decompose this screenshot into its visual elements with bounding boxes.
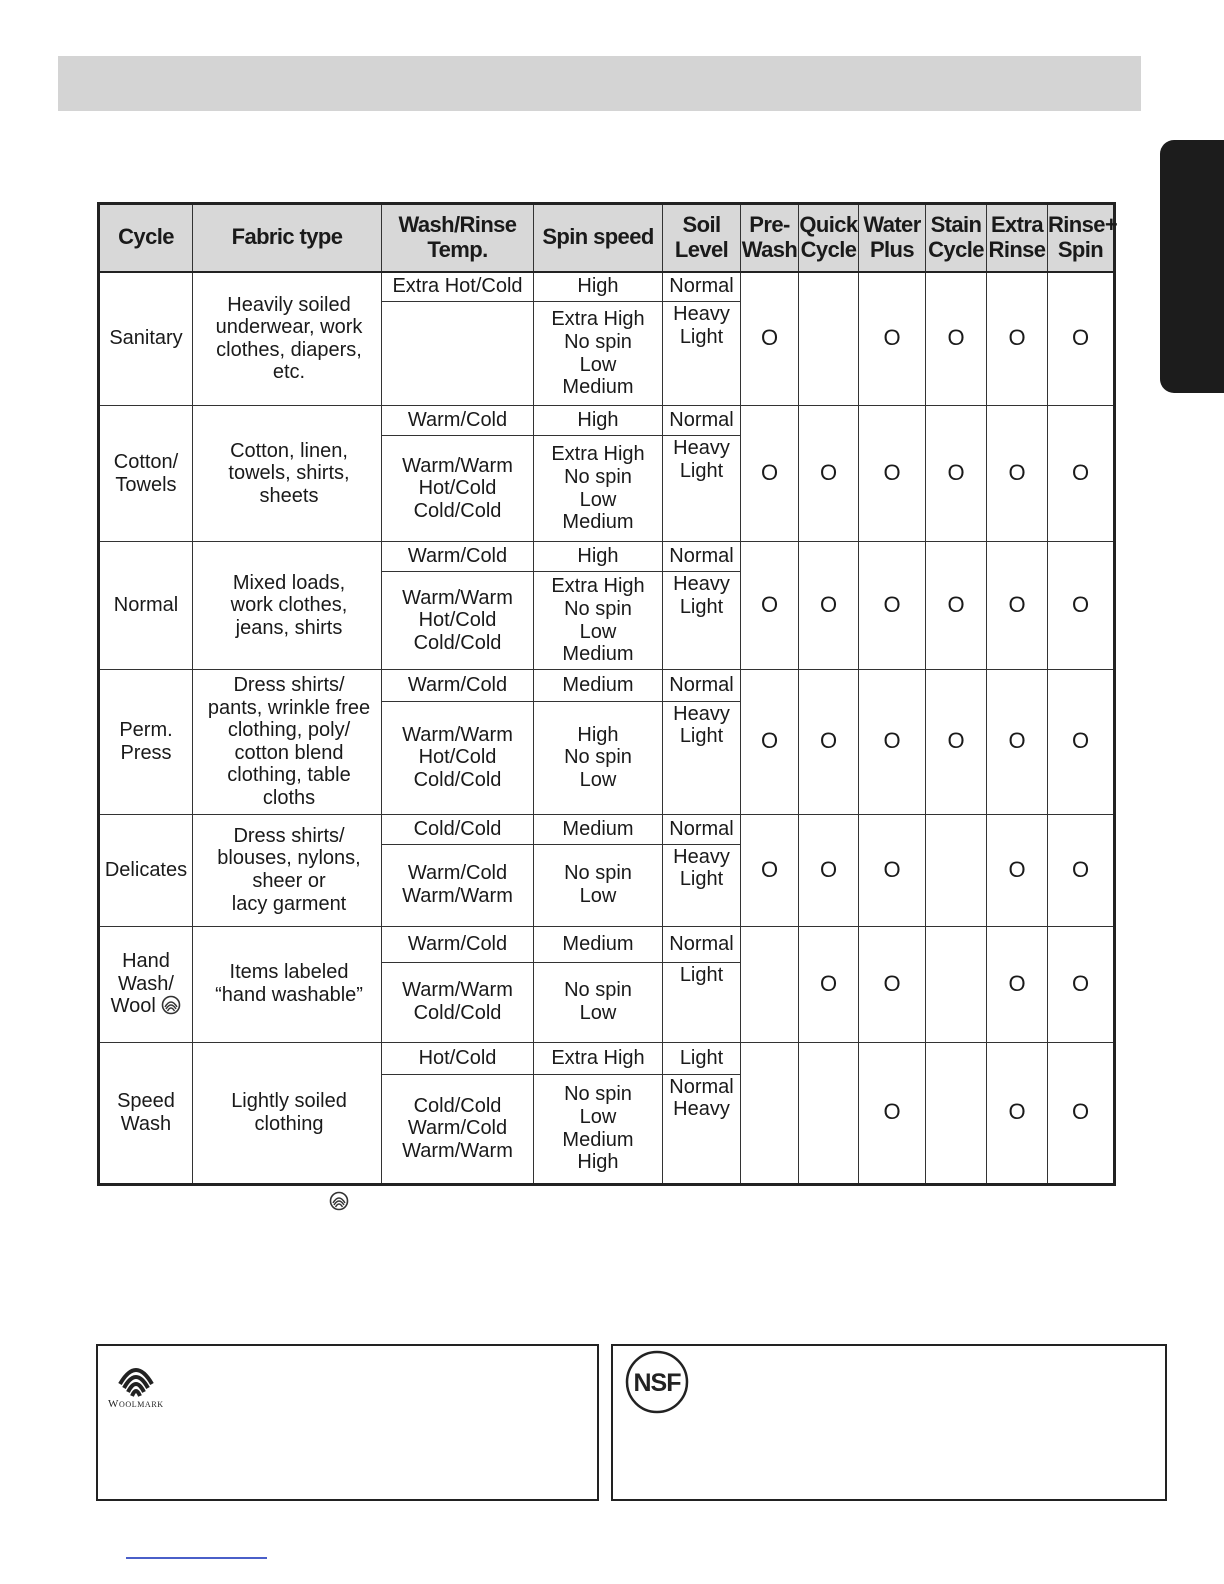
option-water-plus <box>859 814 926 926</box>
cell-line: High <box>577 545 619 568</box>
table-body <box>99 272 1115 1185</box>
option-available-mark: O <box>883 1099 901 1125</box>
default-temp <box>382 1042 534 1074</box>
woolmark-logo-icon <box>110 1354 162 1402</box>
option-extra-rinse <box>987 670 1048 815</box>
option-extra-rinse <box>987 272 1048 406</box>
default-spin <box>534 272 663 302</box>
option-available-mark: O <box>819 460 838 486</box>
cell-line: Heavy <box>673 437 730 459</box>
option-available-mark: O <box>819 728 838 754</box>
cycle-name <box>99 406 193 542</box>
wool-symbol-icon <box>329 1191 349 1211</box>
other-temps <box>382 962 534 1042</box>
cell-line: Towels <box>115 473 177 496</box>
header-water-plus: Water Plus <box>859 204 926 272</box>
other-spins <box>534 844 663 926</box>
cell-line: Sanitary <box>109 327 183 350</box>
option-rinse-spin <box>1048 1042 1115 1184</box>
cell-line: Extra Hot/Cold <box>392 275 523 298</box>
option-rinse-spin <box>1048 406 1115 542</box>
option-available-mark: O <box>883 460 901 486</box>
default-temp <box>382 670 534 702</box>
cell-line: Dress shirts/ <box>233 824 345 847</box>
default-spin <box>534 926 663 962</box>
cell-line: sheets <box>259 484 319 507</box>
cell-line: No spin <box>564 746 632 769</box>
option-pre-wash <box>741 1042 799 1184</box>
fabric-type <box>193 1042 382 1184</box>
fabric-type <box>193 814 382 926</box>
cell-line: Low <box>579 1002 617 1025</box>
option-available-mark: O <box>1071 592 1090 618</box>
option-pre-wash <box>741 542 799 670</box>
cell-line: Medium <box>562 511 634 534</box>
option-stain-cycle <box>926 1042 987 1184</box>
cell-line: Items labeled <box>229 961 349 984</box>
option-available-mark: O <box>1071 325 1090 351</box>
cell-line: Warm/Warm <box>402 586 513 609</box>
option-available-mark: O <box>760 325 779 351</box>
option-extra-rinse <box>987 814 1048 926</box>
cell-line: Wool <box>110 995 156 1018</box>
default-spin <box>534 814 663 844</box>
option-rinse-spin <box>1048 272 1115 406</box>
cell-line: Light <box>679 963 724 986</box>
cell-line: Warm/Warm <box>402 979 513 1002</box>
cell-line: Medium <box>562 817 634 840</box>
cell-line: sheer or <box>252 870 326 893</box>
option-extra-rinse <box>987 1042 1048 1184</box>
cell-line: work clothes, <box>230 594 348 617</box>
default-temp <box>382 272 534 302</box>
option-quick-cycle <box>799 670 859 815</box>
cell-line: Warm/Warm <box>402 885 513 908</box>
option-available-mark: O <box>1008 856 1026 882</box>
option-water-plus <box>859 926 926 1042</box>
option-water-plus <box>859 542 926 670</box>
cell-line: Extra High <box>551 1046 645 1069</box>
nsf-info-box <box>611 1344 1167 1501</box>
other-soils <box>663 962 741 1042</box>
cell-line: Speed <box>117 1089 175 1112</box>
cell-line: Warm/Cold <box>407 674 508 697</box>
option-rinse-spin <box>1048 814 1115 926</box>
cell-line: Light <box>679 459 724 482</box>
header-quick-cycle: Quick Cycle <box>799 204 859 272</box>
cell-line: Normal <box>669 409 734 432</box>
header-soil-level: Soil Level <box>663 204 741 272</box>
cell-line: Light <box>679 725 724 748</box>
option-extra-rinse <box>987 542 1048 670</box>
option-available-mark: O <box>883 856 901 882</box>
section-header-band <box>58 56 1141 111</box>
cell-line: High <box>577 409 619 432</box>
option-available-mark: O <box>947 728 965 754</box>
woolmark-info-box <box>96 1344 599 1501</box>
cell-line: Warm/Cold <box>407 545 508 568</box>
cell-line: Low <box>579 488 617 511</box>
option-available-mark: O <box>1071 460 1090 486</box>
cell-line: Cold/Cold <box>413 817 502 840</box>
cell-line: Wash/ <box>118 972 174 995</box>
option-stain-cycle <box>926 926 987 1042</box>
cell-line: Warm/Warm <box>402 454 513 477</box>
cell-line: Medium <box>562 674 634 697</box>
option-available-mark: O <box>1071 1099 1090 1125</box>
option-rinse-spin <box>1048 542 1115 670</box>
cell-line: pants, wrinkle free <box>207 696 371 719</box>
cell-line: Cotton, linen, <box>230 439 348 462</box>
option-available-mark: O <box>947 460 965 486</box>
option-available-mark: O <box>819 856 838 882</box>
option-pre-wash <box>741 272 799 406</box>
option-water-plus <box>859 406 926 542</box>
option-available-mark: O <box>1071 856 1090 882</box>
option-pre-wash <box>741 670 799 815</box>
default-temp <box>382 814 534 844</box>
cell-line: blouses, nylons, <box>217 847 361 870</box>
cell-line: Warm/Cold <box>407 409 508 432</box>
cell-line: Hot/Cold <box>418 1046 497 1069</box>
cell-line: Hot/Cold <box>418 609 497 632</box>
cycle-name <box>99 542 193 670</box>
cell-line: Medium <box>562 376 634 399</box>
footer-link-underline[interactable] <box>126 1557 267 1559</box>
cell-line: Warm/Warm <box>402 723 513 746</box>
cell-line: Hot/Cold <box>418 746 497 769</box>
other-soils <box>663 572 741 670</box>
option-available-mark: O <box>883 728 901 754</box>
header-fabric-type: Fabric type <box>193 204 382 272</box>
default-soil <box>663 814 741 844</box>
nsf-logo-icon <box>625 1350 689 1414</box>
option-stain-cycle <box>926 272 987 406</box>
default-temp <box>382 406 534 436</box>
table-row <box>99 814 1115 844</box>
cell-line: Heavily soiled <box>227 293 351 316</box>
cell-line: Warm/Cold <box>407 932 508 955</box>
option-available-mark: O <box>760 728 779 754</box>
other-soils <box>663 844 741 926</box>
other-spins <box>534 302 663 406</box>
cell-line: Light <box>679 595 724 618</box>
option-available-mark: O <box>1008 1099 1026 1125</box>
cell-line: Dress shirts/ <box>233 674 345 696</box>
fabric-type <box>193 272 382 406</box>
option-available-mark: O <box>1008 728 1026 754</box>
other-soils <box>663 436 741 542</box>
cell-line: No spin <box>564 597 632 620</box>
cell-line: Light <box>679 868 724 891</box>
option-available-mark: O <box>883 325 901 351</box>
cell-line: No spin <box>564 862 632 885</box>
table-row <box>99 542 1115 572</box>
option-stain-cycle <box>926 406 987 542</box>
cell-line: Cold/Cold <box>413 769 502 792</box>
fabric-type <box>193 670 382 815</box>
option-stain-cycle <box>926 814 987 926</box>
option-available-mark: O <box>760 856 779 882</box>
other-temps <box>382 302 534 406</box>
default-soil <box>663 542 741 572</box>
option-available-mark: O <box>1008 970 1026 996</box>
cell-line: No spin <box>564 979 632 1002</box>
option-pre-wash <box>741 406 799 542</box>
default-soil <box>663 926 741 962</box>
option-rinse-spin <box>1048 926 1115 1042</box>
cycle-name <box>99 1042 193 1184</box>
other-soils <box>663 1074 741 1184</box>
cycle-name <box>99 926 193 1042</box>
default-soil <box>663 272 741 302</box>
cell-line: Normal <box>669 674 734 697</box>
option-available-mark: O <box>1008 592 1026 618</box>
cell-line: Heavy <box>673 845 730 868</box>
cell-line: underwear, work <box>215 316 363 339</box>
default-soil <box>663 406 741 436</box>
cell-line: Medium <box>562 932 634 955</box>
cycle-name <box>99 272 193 406</box>
option-quick-cycle <box>799 814 859 926</box>
cell-line: Hand <box>122 950 170 973</box>
cell-line: High <box>577 275 619 298</box>
other-temps <box>382 844 534 926</box>
cell-line: Light <box>679 325 724 348</box>
cell-line: Cotton/ <box>113 450 179 473</box>
header-wash-rinse-temp: Wash/Rinse Temp. <box>382 204 534 272</box>
option-stain-cycle <box>926 670 987 815</box>
cell-line: Normal <box>113 594 179 617</box>
wool-symbol-icon <box>161 995 181 1015</box>
cell-line: Cold/Cold <box>413 1094 502 1117</box>
option-available-mark: O <box>947 592 965 618</box>
cell-line: clothes, diapers, <box>216 338 362 361</box>
other-spins <box>534 436 663 542</box>
option-quick-cycle <box>799 272 859 406</box>
option-quick-cycle <box>799 406 859 542</box>
option-stain-cycle <box>926 542 987 670</box>
cell-line: Heavy <box>673 573 730 595</box>
option-available-mark: O <box>760 592 779 618</box>
cell-line: Normal <box>669 932 734 955</box>
default-spin <box>534 670 663 702</box>
cell-line: clothing, poly/ <box>227 719 351 742</box>
other-temps <box>382 701 534 814</box>
cell-line: clothing <box>254 1112 324 1135</box>
option-extra-rinse <box>987 926 1048 1042</box>
cell-line: Perm. <box>119 719 173 742</box>
cell-line: Press <box>120 741 172 764</box>
header-extra-rinse: Extra Rinse <box>987 204 1048 272</box>
other-spins <box>534 1074 663 1184</box>
cell-line: lacy garment <box>231 892 347 915</box>
cell-line: No spin <box>564 1083 632 1106</box>
other-spins <box>534 962 663 1042</box>
option-available-mark: O <box>883 592 901 618</box>
cell-line: “hand washable” <box>215 984 363 1007</box>
other-spins <box>534 572 663 670</box>
cell-line: Warm/Cold <box>407 1117 508 1140</box>
other-temps <box>382 572 534 670</box>
fabric-type <box>193 406 382 542</box>
cell-line: Low <box>579 620 617 643</box>
cell-line: Normal <box>669 545 734 568</box>
table-row <box>99 272 1115 302</box>
default-soil <box>663 670 741 702</box>
option-pre-wash <box>741 814 799 926</box>
default-spin <box>534 406 663 436</box>
cell-line: Low <box>579 769 617 792</box>
cell-line: towels, shirts, <box>228 462 350 485</box>
option-pre-wash <box>741 926 799 1042</box>
default-temp <box>382 926 534 962</box>
other-temps <box>382 1074 534 1184</box>
cell-line: Normal <box>669 275 734 298</box>
cell-line: clothing, table cloths <box>227 764 351 809</box>
header-stain-cycle: Stain Cycle <box>926 204 987 272</box>
option-quick-cycle <box>799 542 859 670</box>
cell-line: Low <box>579 353 617 376</box>
fabric-type <box>193 926 382 1042</box>
cell-line: Hot/Cold <box>418 477 497 500</box>
header-pre-wash: Pre- Wash <box>741 204 799 272</box>
header-spin-speed: Spin speed <box>534 204 663 272</box>
cell-line: Mixed loads, <box>232 571 346 594</box>
table-header-row <box>99 204 1115 272</box>
option-available-mark: O <box>1071 970 1090 996</box>
cell-line: Warm/Cold <box>407 862 508 885</box>
option-available-mark: O <box>819 592 838 618</box>
fabric-type <box>193 542 382 670</box>
cell-line: Heavy <box>673 702 730 725</box>
option-available-mark: O <box>947 325 965 351</box>
option-extra-rinse <box>987 406 1048 542</box>
cell-line: Extra High <box>551 308 645 331</box>
default-spin <box>534 542 663 572</box>
woolmark-logo-text: Woolmark <box>108 1398 164 1410</box>
option-rinse-spin <box>1048 670 1115 815</box>
other-spins <box>534 701 663 814</box>
cell-line: cotton blend <box>234 741 344 764</box>
default-temp <box>382 542 534 572</box>
cell-line: High <box>577 1151 619 1174</box>
cell-line: jeans, shirts <box>235 616 343 639</box>
nsf-logo-text: NSF <box>633 1369 681 1397</box>
cycle-name <box>99 814 193 926</box>
cell-line: Heavy <box>673 1098 730 1121</box>
cell-line: Wash <box>120 1112 172 1135</box>
header-cycle: Cycle <box>99 204 193 272</box>
cell-line: Heavy <box>673 303 730 325</box>
cell-line: No spin <box>564 330 632 353</box>
table-row <box>99 406 1115 436</box>
cell-line: Low <box>579 1105 617 1128</box>
cell-line: Low <box>579 885 617 908</box>
option-quick-cycle <box>799 1042 859 1184</box>
cycle-guide-table <box>97 202 1116 1186</box>
option-available-mark: O <box>883 970 901 996</box>
cell-line: Cold/Cold <box>413 631 502 654</box>
cell-line: Normal <box>669 1075 734 1098</box>
cell-line: Warm/Warm <box>402 1139 513 1162</box>
language-side-tab[interactable] <box>1160 140 1224 393</box>
cell-line: Normal <box>669 817 734 840</box>
table-row <box>99 670 1115 702</box>
other-soils <box>663 701 741 814</box>
cell-line: Light <box>679 1046 724 1069</box>
cell-line: High <box>577 723 619 746</box>
cell-line: Extra High <box>551 443 645 466</box>
cycle-name <box>99 670 193 815</box>
header-rinse-spin: Rinse+ Spin <box>1048 204 1115 272</box>
other-soils <box>663 302 741 406</box>
option-quick-cycle <box>799 926 859 1042</box>
option-water-plus <box>859 670 926 815</box>
table-row <box>99 926 1115 962</box>
option-available-mark: O <box>1071 728 1090 754</box>
cell-line: etc. <box>272 361 306 384</box>
table-row <box>99 1042 1115 1074</box>
option-available-mark: O <box>1008 325 1026 351</box>
option-available-mark: O <box>760 460 779 486</box>
cell-line: Medium <box>562 1128 634 1151</box>
cell-line: Extra High <box>551 575 645 598</box>
default-spin <box>534 1042 663 1074</box>
cell-line: No spin <box>564 465 632 488</box>
option-available-mark: O <box>1008 460 1026 486</box>
cell-line: Cold/Cold <box>413 499 502 522</box>
cell-line: Lightly soiled <box>231 1089 347 1112</box>
cell-line: Delicates <box>104 858 188 881</box>
cell-line: Cold/Cold <box>413 1002 502 1025</box>
option-available-mark: O <box>819 970 838 996</box>
other-temps <box>382 436 534 542</box>
default-soil <box>663 1042 741 1074</box>
cell-line: Medium <box>562 643 634 666</box>
option-water-plus <box>859 272 926 406</box>
option-water-plus <box>859 1042 926 1184</box>
